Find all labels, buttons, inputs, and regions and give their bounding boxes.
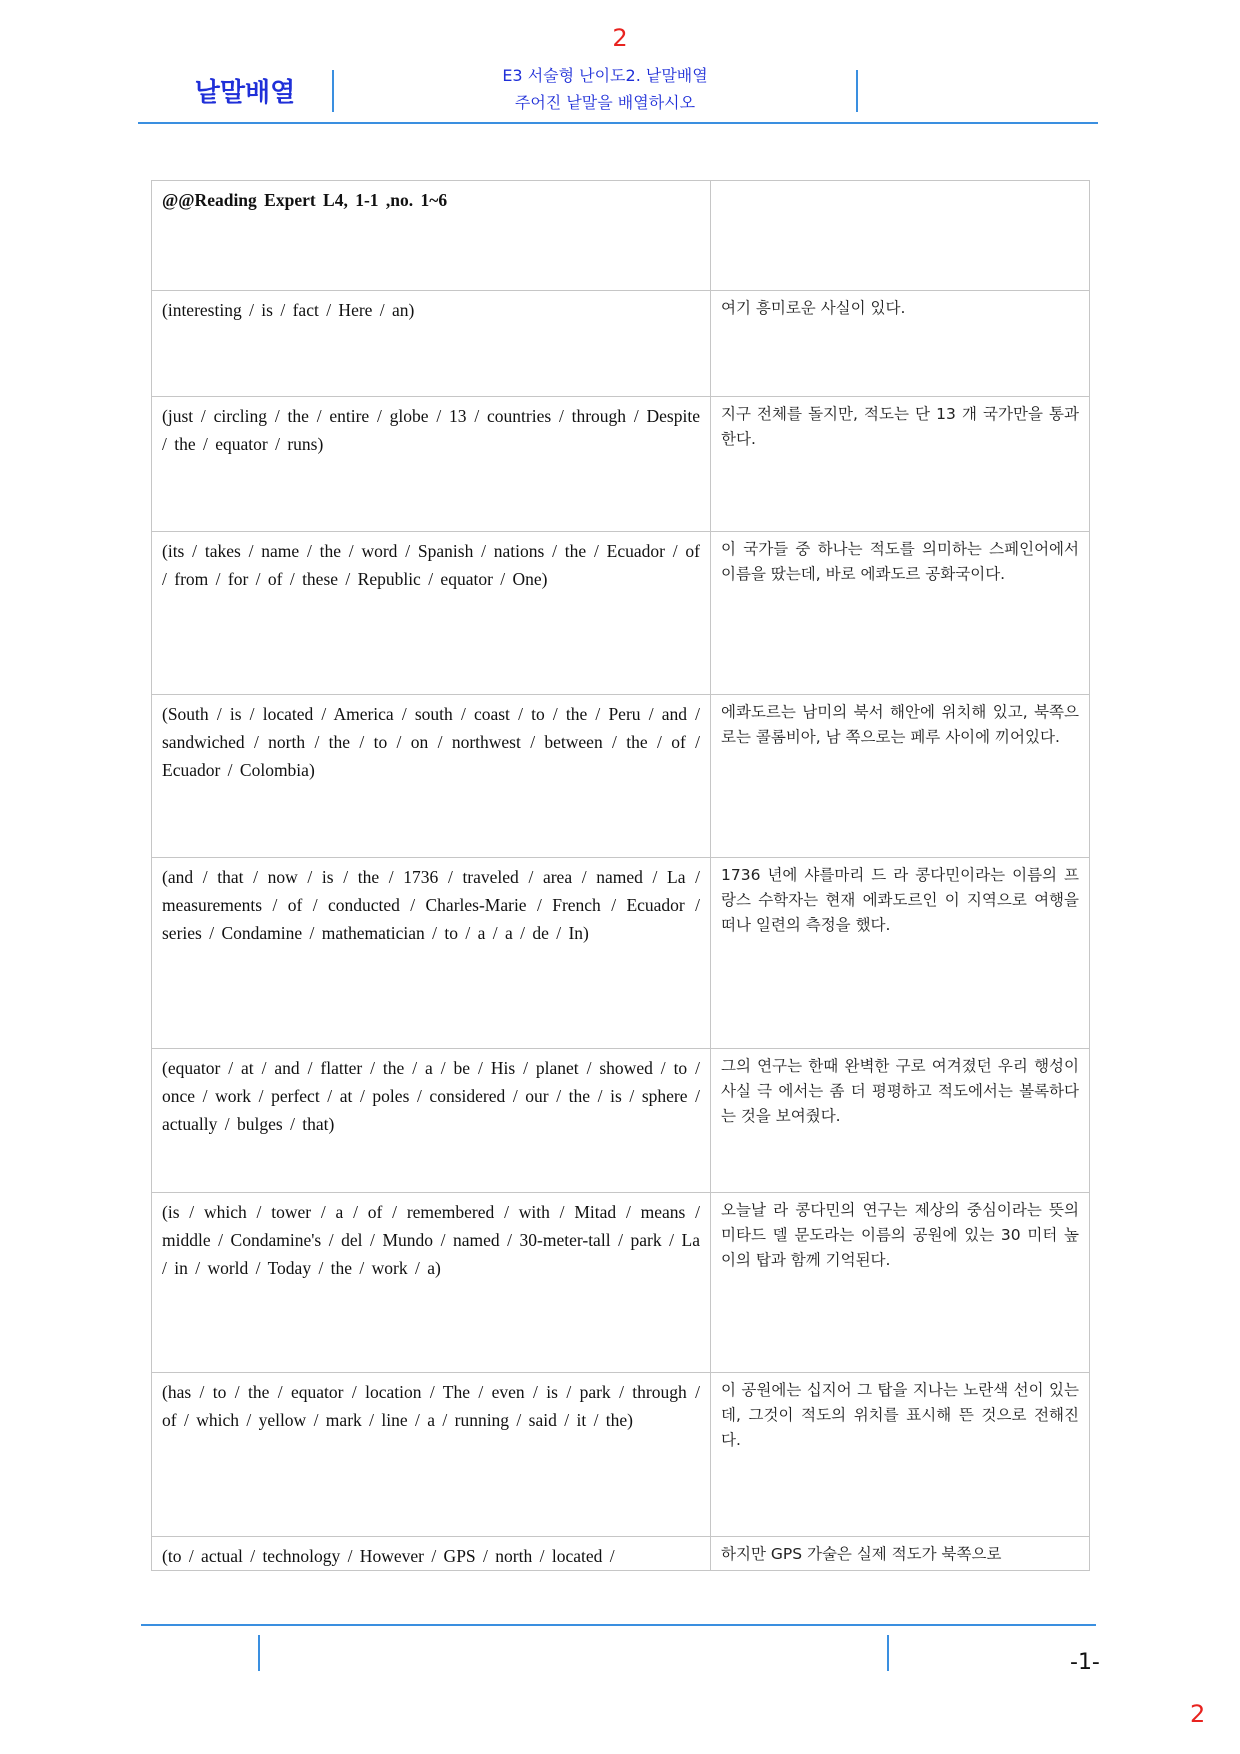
english-words-cell: (interesting / is / fact / Here / an)	[152, 291, 711, 397]
english-words-cell: (and / that / now / is / the / 1736 / traveled / area / named / La / measurements / of / conducted / Charles-Marie / French / Ecuador / series / Condamine / mathematician / to / a / a / de / In)	[152, 858, 711, 1049]
header-divider-left	[332, 70, 334, 112]
header-rule	[138, 122, 1098, 124]
footer-divider-left	[258, 1635, 260, 1671]
english-words-cell: (just / circling / the / entire / globe / 13 / countries / through / Despite / the / equator / runs)	[152, 397, 711, 532]
header-subtitle-2: 주어진 낱말을 배열하시오	[514, 93, 696, 112]
table-row	[152, 532, 1090, 695]
corner-page-number: 2	[1190, 1700, 1206, 1728]
english-words-cell: (its / takes / name / the / word / Spanish / nations / the / Ecuador / of / from / for / of / these / Republic / equator / One)	[152, 532, 711, 695]
korean-translation-cell: 그의 연구는 한때 완벽한 구로 여겨졌던 우리 행성이 사실 극 에서는 좀 더 평평하고 적도에서는 볼록하다는 것을 보여줬다.	[711, 1049, 1090, 1193]
header-divider-right	[856, 70, 858, 112]
footer-divider-right	[887, 1635, 889, 1671]
footer-page-label: -1-	[1070, 1650, 1100, 1675]
english-words-cell: (to / actual / technology / However / GPS / north / located /	[152, 1537, 711, 1571]
table-row	[152, 1193, 1090, 1373]
exercise-table	[151, 180, 1090, 1571]
korean-translation-cell: 지구 전체를 돌지만, 적도는 단 13 개 국가만을 통과한다.	[711, 397, 1090, 532]
korean-translation-cell: 1736 년에 샤를마리 드 라 콩다민이라는 이름의 프랑스 수학자는 현재 에콰도르인 이 지역으로 여행을 떠나 일련의 측정을 했다.	[711, 858, 1090, 1049]
table-row	[152, 858, 1090, 1049]
header-brand: 낱말배열	[194, 78, 296, 108]
korean-translation-cell: 여기 흥미로운 사실이 있다.	[711, 291, 1090, 397]
english-words-cell: (equator / at / and / flatter / the / a / be / His / planet / showed / to / once / work / perfect / at / poles / considered / our / the / is / sphere / actually / bulges / that)	[152, 1049, 711, 1193]
korean-translation-cell: 이 공원에는 십지어 그 탑을 지나는 노란색 선이 있는데, 그것이 적도의 위치를 표시해 뜬 것으로 전해진다.	[711, 1373, 1090, 1537]
table-title-blank	[711, 181, 1090, 291]
english-words-cell: (South / is / located / America / south / coast / to / the / Peru / and / sandwiched / north / the / to / on / northwest / between / the / of / Ecuador / Colombia)	[152, 695, 711, 858]
english-words-cell: (has / to / the / equator / location / The / even / is / park / through / of / which / yellow / mark / line / a / running / said / it / the)	[152, 1373, 711, 1537]
table-row	[152, 695, 1090, 858]
page-number-top: 2	[612, 24, 628, 52]
korean-translation-cell: 이 국가들 중 하나는 적도를 의미하는 스페인어에서 이름을 땄는데, 바로 에콰도르 공화국이다.	[711, 532, 1090, 695]
table-row	[152, 1373, 1090, 1537]
korean-translation-cell: 오늘날 라 콩다민의 연구는 제상의 중심이라는 뜻의 미타드 델 문도라는 이름의 공원에 있는 30 미터 높이의 탑과 함께 기억된다.	[711, 1193, 1090, 1373]
table-title: @@Reading Expert L4, 1-1 ,no. 1~6	[152, 181, 711, 291]
table-row	[152, 1049, 1090, 1193]
header-subtitle-1: E3 서술형 난이도2. 낱말배열	[502, 66, 708, 85]
english-words-cell: (is / which / tower / a / of / remembered / with / Mitad / means / middle / Condamine's / del / Mundo / named / 30-meter-tall / park / La / in / world / Today / the / work / a)	[152, 1193, 711, 1373]
table-row	[152, 1537, 1090, 1571]
korean-translation-cell: 하지만 GPS 가술은 실제 적도가 북쪽으로	[711, 1537, 1090, 1571]
table-row	[152, 291, 1090, 397]
footer-rule	[141, 1624, 1096, 1626]
table-title-row	[152, 181, 1090, 291]
korean-translation-cell: 에콰도르는 남미의 북서 해안에 위치해 있고, 북쪽으로는 콜롬비아, 남 쪽으로는 페루 사이에 끼어있다.	[711, 695, 1090, 858]
table-row	[152, 397, 1090, 532]
